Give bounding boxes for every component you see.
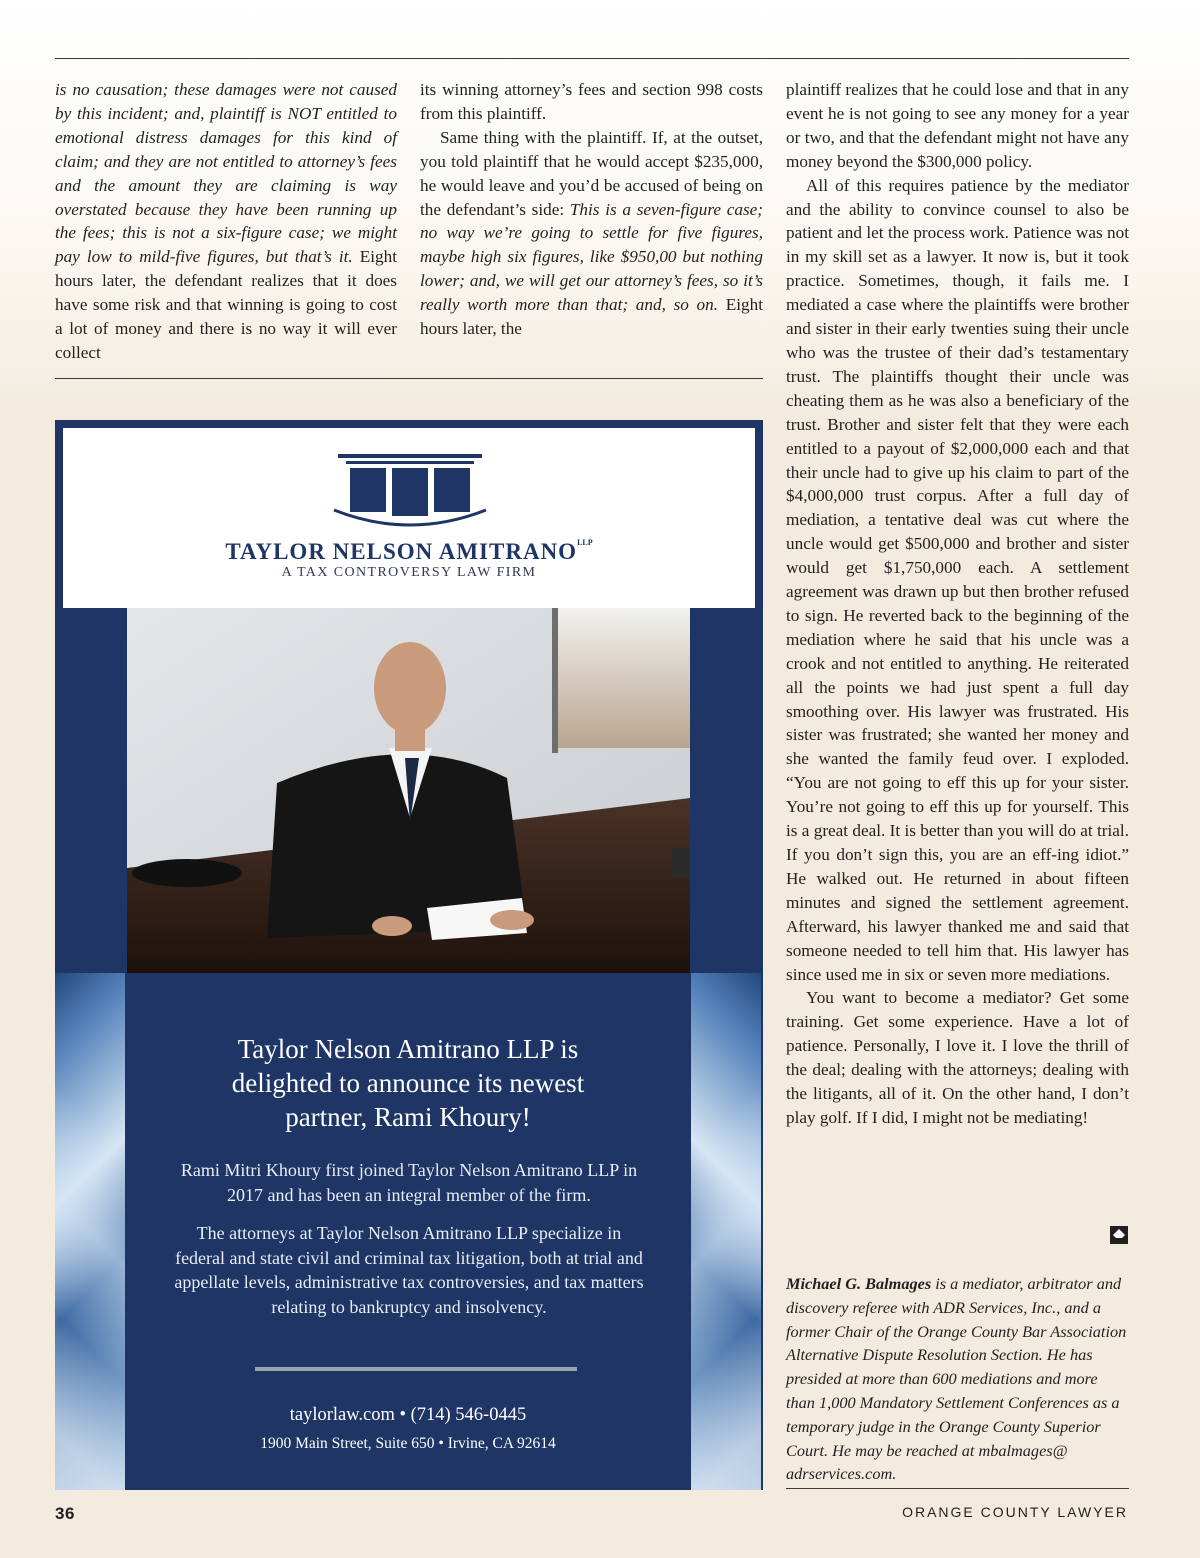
partner-photo <box>127 608 690 973</box>
ad-address: 1900 Main Street, Suite 650 • Irvine, CA 92614 <box>260 1435 556 1452</box>
ad-body-paragraph-2: The attorneys at Taylor Nelson Amitrano LLP specialize in federal and state civil and criminal tax litigation, both at trial and appellate levels, administrative tax controversies, and tax matters relating to bankruptcy and insolvency. <box>174 1223 644 1317</box>
advertisement <box>55 420 763 1490</box>
column-3-paragraph-2: All of this requires patience by the mediator and the ability to convince counsel to also be patient and let the process work. Patience was not in my skill set as a lawyer. It now is, but it took practice. Sometimes, though, it fails me. I mediated a case where the plaintiffs were brother and sister in their early twenties suing their uncle who was the trustee of their dad’s testamentary trust. The plaintiffs thought their uncle was cheating them as he was also a beneficiary of the trust. Brother and sister felt that they were each entitled to a payout of $2,000,000 each and that their uncle had to give up his claim to part of the $4,000,000 trust corpus. After a full day of mediation, a tentative deal was cut where the uncle would get $500,000 and brother and sister would get $1,750,000 each. A settlement agreement was drawn up but then brother refused to sign. He reverted back to the beginning of the mediation where he said that his uncle was a crook and not entitled to anything. He reiterated all the points we had just spent a full day smoothing over. His lawyer was frustrated. His sister was frustrated; she wanted her money and she wanted the family feud over. I exploded. “You are not going to eff this up for your sister. You’re not going to eff this up for yourself. This is a great deal. It is better than you will do at trial. If you don’t sign this, you are an eff-ing idiot.” He walked out. He returned in about fifteen minutes and signed the settlement agreement. Afterward, his lawyer thanked me and said that someone needed to tell him that. His lawyer has since used me in six or seven more mediations. <box>786 175 1129 984</box>
ad-headline-line-2: delighted to announce its newest <box>231 1068 585 1098</box>
decorative-glass-left <box>55 973 125 1490</box>
ad-headline-line-1: Taylor Nelson Amitrano LLP is <box>237 1034 579 1064</box>
author-name: Michael G. Balmages <box>786 1274 932 1293</box>
firm-suffix: LLP <box>577 538 593 547</box>
article-column-3 <box>786 78 1129 1130</box>
column-2-paragraph-2 <box>420 126 763 341</box>
bio-bottom-rule <box>786 1488 1129 1489</box>
column-3-paragraph-1: plaintiff realizes that he could lose and that in any event he is not going to see any money for a year or two, and that the defendant might not have any money beyond the $300,000 policy. <box>786 80 1129 171</box>
column-3-paragraph-3: You want to become a mediator? Get some training. Get some experience. Have a lot of patience. Personally, I love it. I love the thrill of the deal; dealing with the attorneys; dealing with the litigants, all of it. On the other hand, I don’t play golf. If I did, I might not be mediating! <box>786 988 1129 1127</box>
column-1-text: Eight hours later, the defendant realizes that it does have some risk and that winning is going to cost a lot of money and there is no way it will ever collect <box>55 247 397 362</box>
top-rule <box>55 58 1129 59</box>
publication-name: ORANGE COUNTY LAWYER <box>902 1504 1128 1520</box>
firm-logo-icon <box>328 454 492 534</box>
column-2-paragraph-1: its winning attorney’s fees and section 998 costs from this plaintiff. <box>420 80 763 123</box>
ad-body-paragraph-1: Rami Mitri Khoury first joined Taylor Nelson Amitrano LLP in 2017 and has been an integral member of the firm. <box>180 1160 638 1205</box>
ad-top-rule <box>55 378 763 379</box>
column-1-italic-text: is no causation; these damages were not caused by this incident; and, plaintiff is NOT entitled to emotional distress damages for this kind of claim; and they are not entitled to attorney’s fees and the amount they are claiming is way overstated because they have been running up the fees; this is not a six-figure case; we might pay low to mild-five figures, but that’s it. <box>55 80 397 267</box>
ad-headline-line-3: partner, Rami Khoury! <box>285 1102 531 1132</box>
column-2-italic-text: This is a seven-figure case; no way we’re going to settle for five figures, maybe high six figures, like $950,00 but nothing lower; and, we will get our attorney’s fees, so it’s really worth more than that; and, so on. <box>420 199 763 315</box>
ad-body <box>171 1158 647 1333</box>
ad-logo-panel <box>63 428 755 608</box>
ad-divider <box>255 1367 577 1371</box>
author-bio-text: is a mediator, arbitrator and discovery referee with ADR Services, Inc., and a former Chair of the Orange County Bar Association Alternative Dispute Resolution Section. He has presided at more than 600 mediations and more than 1,000 Mandatory Settlement Conferences as a temporary judge in the Orange County Superior Court. He may be reached at mbalmages@ adrservices.com. <box>786 1274 1127 1484</box>
author-bio <box>786 1272 1129 1486</box>
article-column-2 <box>420 78 763 341</box>
page-number: 36 <box>55 1504 75 1523</box>
ad-headline <box>125 1032 691 1134</box>
article-column-1 <box>55 78 397 365</box>
ad-contact: taylorlaw.com • (714) 546-0445 <box>289 1405 527 1425</box>
firm-name-text: TAYLOR NELSON AMITRANO <box>225 539 578 564</box>
firm-name <box>63 538 755 565</box>
firm-tagline: A TAX CONTROVERSY LAW FIRM <box>281 565 537 580</box>
column-2-tail-text: Eight hours later, the <box>420 295 763 339</box>
end-mark-icon <box>1110 1226 1128 1244</box>
partner-portrait-image <box>127 608 690 973</box>
decorative-glass-right <box>691 973 761 1490</box>
column-2-text: Same thing with the plaintiff. If, at the outset, you told plaintiff that he would accept $235,000, he would leave and you’d be accused of being on the defendant’s side: <box>420 127 763 219</box>
